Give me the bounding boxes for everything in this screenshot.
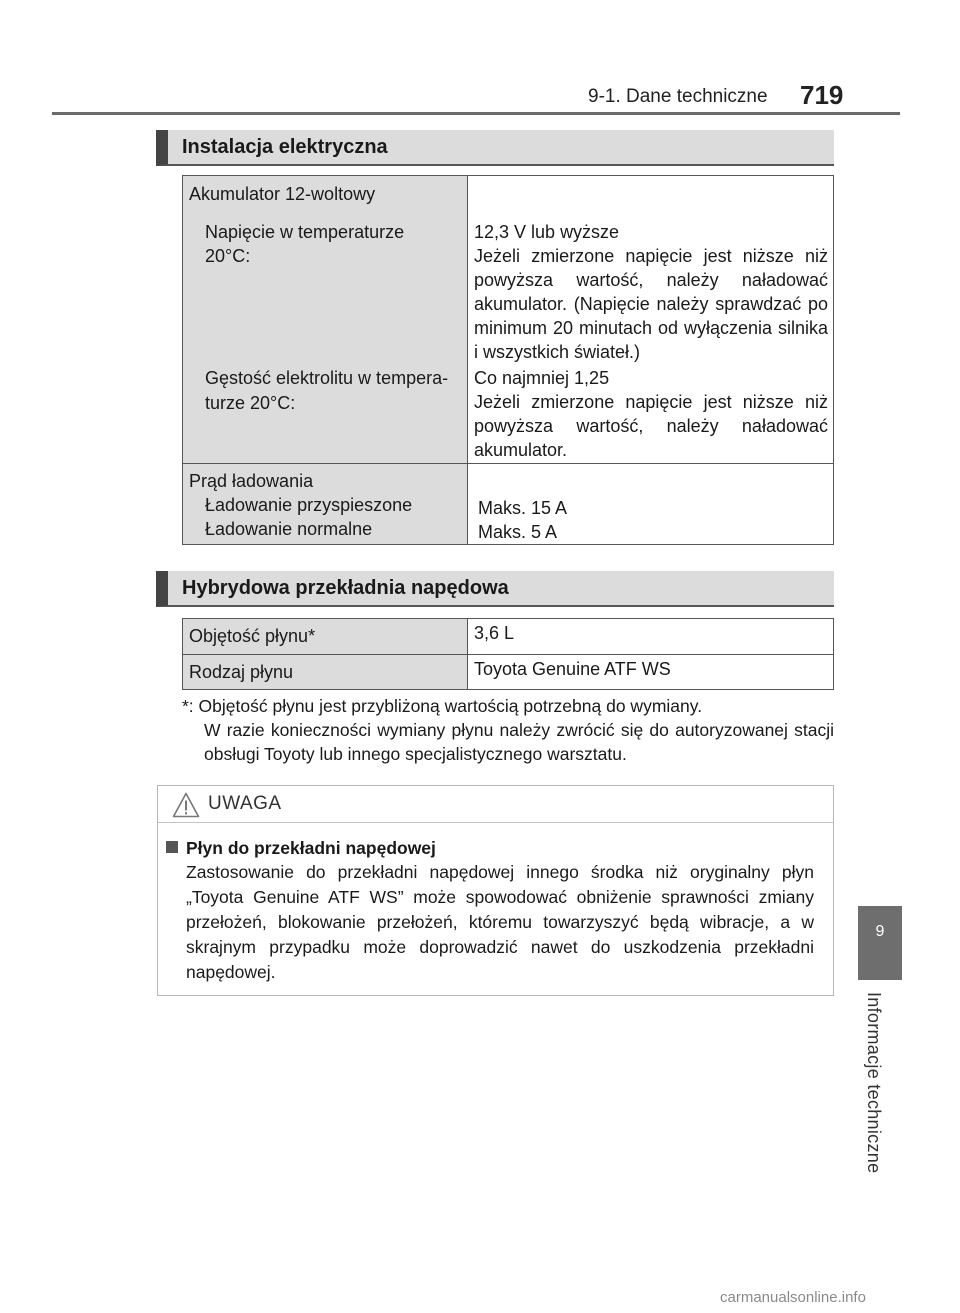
bullet-square-icon: [166, 841, 178, 853]
charging-label-cell: [183, 464, 468, 545]
caution-text: Zastosowanie do przekładni napędowej innego środka niż oryginalny płyn „Toyota Genuine ATF WS” może spowodować obniżenie sprawności zmiany przełożeń, blokowanie przełożeń, któremu towarzyszyć będą wibracje, a w skrajnym przypadku może doprowadzić nawet do uszkodzenia przekładni napędowej.: [186, 862, 814, 982]
electrical-spec-table: [182, 175, 834, 545]
battery-label-cell: [183, 176, 468, 464]
transmission-section-heading: Hybrydowa przekładnia napędowa: [156, 571, 834, 607]
caution-title: UWAGA: [208, 793, 282, 814]
charging-value-cell: [468, 464, 834, 545]
fluid-type-label: Rodzaj płynu: [183, 655, 468, 690]
header-divider: [52, 112, 900, 115]
density-value: Co najmniej 1,25 Jeżeli zmierzone napięcie jest niższe niż powyższa wartość, należy naładować akumulator.: [474, 368, 828, 460]
charging-label: Prąd ładowania: [189, 471, 314, 491]
chapter-tab[interactable]: 9: [858, 906, 902, 980]
electrical-section-heading: Instalacja elektryczna: [156, 130, 834, 166]
transmission-spec-table: [182, 618, 834, 690]
chapter-label: Informacje techniczne: [864, 992, 884, 1174]
section-title: 9-1. Dane techniczne: [588, 86, 768, 107]
table-row: [183, 655, 834, 690]
watermark: carmanualsonline.info: [720, 1289, 866, 1306]
caution-header: [158, 786, 833, 823]
battery-label: Akumulator 12-woltowy: [189, 184, 376, 204]
density-label: Gęstość elektrolitu w tempera- turze 20°C:: [205, 368, 449, 413]
fast-charging-label: Ładowanie przyspieszone: [205, 495, 413, 515]
table-row: [183, 619, 834, 655]
caution-subtitle: Płyn do przekładni napędowej: [166, 838, 436, 859]
caution-box: [157, 785, 834, 996]
page-number: 719: [800, 80, 844, 110]
normal-charging-value: Maks. 5 A: [478, 522, 558, 542]
normal-charging-label: Ładowanie normalne: [205, 519, 373, 539]
fluid-capacity-value: 3,6 L: [468, 619, 834, 655]
warning-triangle-icon: [172, 792, 200, 818]
fluid-capacity-footnote: *: Objętość płynu jest przybliżoną wartością potrzebną do wymiany. W razie konieczności wymiany płynu należy zwrócić się do autoryzowanej stacji obsługi Toyoty lub innego specjalistycznego warsztatu.: [182, 696, 834, 764]
battery-row: [183, 176, 834, 464]
voltage-value: 12,3 V lub wyższe Jeżeli zmierzone napięcie jest niższe niż powyższa wartość, należy naładować akumulator. (Napięcie należy sprawdzać po minimum 20 minutach od wyłączenia silnika i wszystkich świateł.): [474, 222, 828, 362]
voltage-label: Napięcie w temperaturze 20°C:: [205, 222, 405, 266]
fluid-capacity-label: Objętość płynu*: [183, 619, 468, 655]
fluid-type-value: Toyota Genuine ATF WS: [468, 655, 834, 690]
fast-charging-value: Maks. 15 A: [478, 498, 568, 518]
battery-value-cell: [468, 176, 834, 464]
charging-row: [183, 464, 834, 545]
